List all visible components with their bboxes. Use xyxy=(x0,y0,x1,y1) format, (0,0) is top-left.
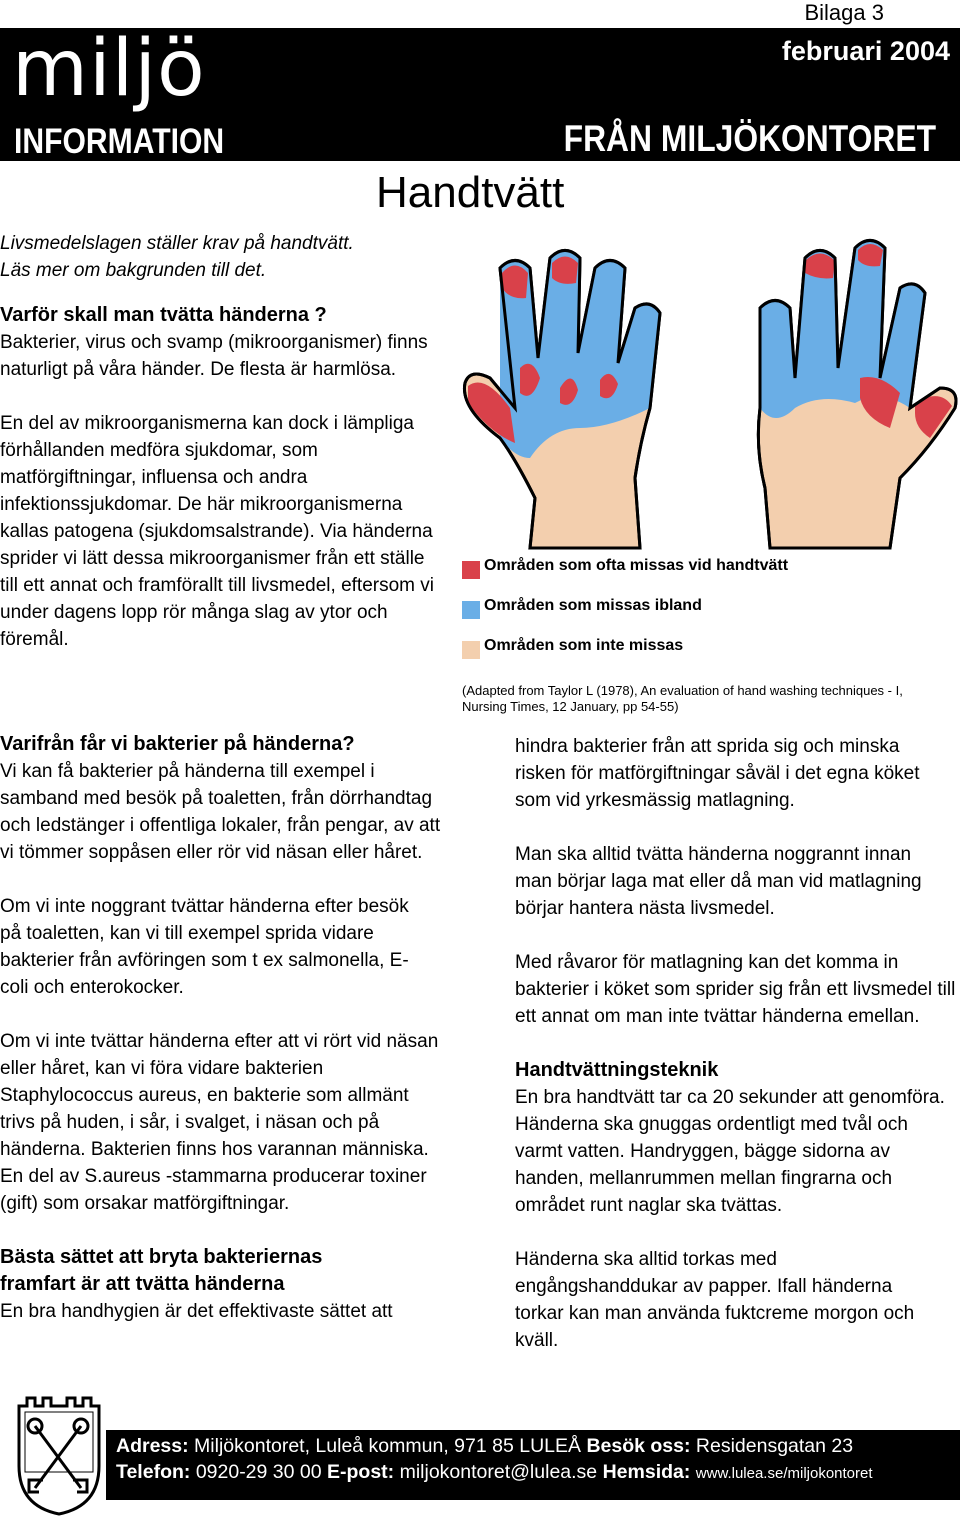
legend-swatch xyxy=(462,601,480,619)
website-label: Hemsida: xyxy=(602,1461,691,1483)
visit-label: Besök oss: xyxy=(586,1435,691,1457)
legend xyxy=(462,555,942,675)
section-where-p2: Om vi inte noggrant tvättar händerna efter besök på toaletten, kan vi till exempel sprida vidare bakterier från avföringen som t ex salmonella, E-coli och enterokocker. xyxy=(0,896,409,998)
address-label: Adress: xyxy=(116,1435,189,1457)
section-where-heading: Varifrån får vi bakterier på händerna? xyxy=(0,733,355,755)
legend-label: Områden som inte missas xyxy=(484,637,684,654)
section-best-p1: En bra handhygien är det effektivaste sättet att xyxy=(0,1301,393,1322)
municipality-crest xyxy=(15,1396,103,1516)
left-column xyxy=(0,731,445,1352)
right-hand xyxy=(758,241,956,549)
section-best-heading: Bästa sättet att bryta bakteriernas framfart är att tvätta händerna xyxy=(0,1246,323,1295)
citation-line-1: (Adapted from Taylor L (1978), An evaluation of hand washing techniques - I, xyxy=(462,683,903,698)
legend-item xyxy=(462,595,942,635)
left-hand xyxy=(464,251,660,549)
figure-citation xyxy=(462,683,942,715)
intro-text xyxy=(0,230,440,284)
citation-line-2: Nursing Times, 12 January, pp 54-55) xyxy=(462,699,679,714)
logo-subtitle: INFORMATION xyxy=(14,122,225,161)
visit-value: Residensgatan 23 xyxy=(695,1435,854,1457)
email-label: E-post: xyxy=(327,1461,395,1483)
website-link[interactable]: www.lulea.se/miljokontoret xyxy=(695,1465,873,1482)
legend-label: Områden som ofta missas vid handtvätt xyxy=(484,557,789,574)
footer-address-line xyxy=(116,1435,853,1458)
section-where-p1: Vi kan få bakterier på händerna till exempel i samband med besök på toaletten, från dörrhandtag och ledstänger i offentliga lokaler, från pengar, av att vi tömmer soppåsen eller rör vid näsan eller håret. xyxy=(0,761,441,863)
right-column xyxy=(515,733,960,1381)
legend-label: Områden som missas ibland xyxy=(484,597,702,614)
section-why xyxy=(0,302,440,680)
right-p4: En bra handtvätt tar ca 20 sekunder att genomföra. Händerna ska gnuggas ordentligt med tvål och varmt vatten. Handryggen, bägge sidorna av handen, mellanrummen mellan fingrarna och området runt naglar ska tvättas. xyxy=(515,1087,945,1216)
page-title: Handtvätt xyxy=(376,168,565,217)
legend-swatch xyxy=(462,561,480,579)
technique-heading: Handtvättningsteknik xyxy=(515,1059,719,1081)
phone-value: 0920-29 30 00 xyxy=(195,1461,322,1483)
right-p1: hindra bakterier från att sprida sig och minska risken för matförgiftningar såväl i det egna köket som vid yrkesmässig matlagning. xyxy=(515,736,920,811)
legend-item xyxy=(462,555,942,595)
issue-date: februari 2004 xyxy=(781,36,950,66)
right-p3: Med råvaror för matlagning kan det komma in bakterier i köket som sprider sig från ett livsmedel till ett annat om man inte tvättar händerna emellan. xyxy=(515,952,956,1027)
footer-contact-line xyxy=(116,1461,873,1484)
legend-swatch xyxy=(462,641,480,659)
email-value[interactable]: miljokontoret@lulea.se xyxy=(399,1461,598,1483)
attachment-label: Bilaga 3 xyxy=(804,0,884,25)
logo-word: miljö xyxy=(12,24,206,114)
department-label: FRÅN MILJÖKONTORET xyxy=(563,118,936,159)
section-where-p3: Om vi inte tvättar händerna efter att vi rört vid näsan eller håret, kan vi föra vidare bakterien Staphylococcus aureus, en bakterie som allmänt trivs på huden, i sår, i svalget, i näsan och på händerna. Bakterien finns hos varannan människa. En del av S.aureus -stammarna producerar toxiner (gift) som orsakar matförgiftningar. xyxy=(0,1031,439,1214)
section-why-heading: Varför skall man tvätta händerna ? xyxy=(0,304,327,326)
header-banner xyxy=(0,24,960,161)
right-p5: Händerna ska alltid torkas med engångshanddukar av papper. Ifall händerna torkar kan man använda fuktcreme morgon och kväll. xyxy=(515,1249,915,1351)
hands-illustration xyxy=(460,228,960,550)
intro-line-1: Livsmedelslagen ställer krav på handtvätt. xyxy=(0,233,354,254)
section-why-p2: En del av mikroorganismerna kan dock i lämpliga förhållanden medföra sjukdomar, som matförgiftningar, influensa och andra infektionssjukdomar. De här mikroorganismerna kallas patogena (sjukdomsalstrande). Via händerna sprider vi lätt dessa mikroorganismer från ett ställe till ett annat och framförallt till livsmedel, eftersom vi under dagens lopp rör många slag av ytor och föremål. xyxy=(0,413,434,650)
phone-label: Telefon: xyxy=(116,1461,191,1483)
legend-item xyxy=(462,635,942,675)
right-p2: Man ska alltid tvätta händerna noggrannt innan man börjar laga mat eller då man vid matlagning börjar hantera nästa livsmedel. xyxy=(515,844,922,919)
intro-line-2: Läs mer om bakgrunden till det. xyxy=(0,260,267,281)
address-value: Miljökontoret, Luleå kommun, 971 85 LULEÅ xyxy=(194,1435,582,1457)
section-why-p1: Bakterier, virus och svamp (mikroorganismer) finns naturligt på våra händer. De flesta är harmlösa. xyxy=(0,332,428,380)
